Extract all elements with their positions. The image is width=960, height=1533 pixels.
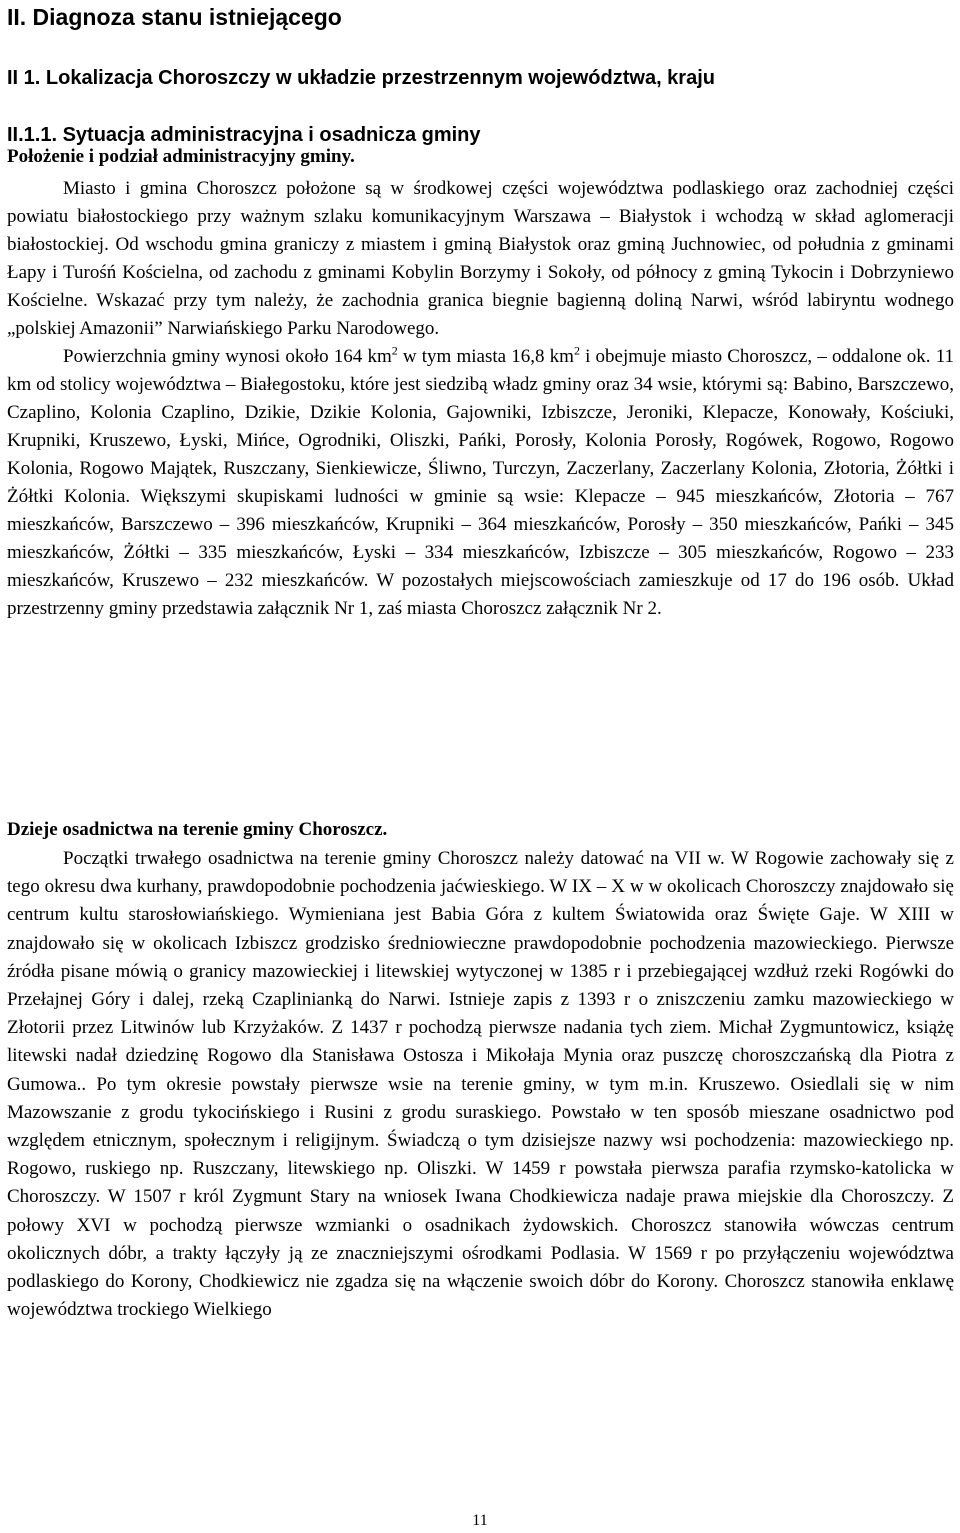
area-text-b: w tym miasta 16,8 km bbox=[397, 346, 574, 367]
subsection-heading: II.1.1. Sytuacja administracyjna i osadnicza gminy bbox=[7, 124, 481, 146]
superscript: 2 bbox=[391, 343, 398, 358]
section2-body bbox=[7, 845, 954, 1324]
section1-body bbox=[7, 175, 954, 623]
section1-paragraph-2 bbox=[7, 343, 954, 623]
superscript: 2 bbox=[573, 343, 580, 358]
area-text-c: i obejmuje miasto Choroszcz, – oddalone ok. 11 km od stolicy województwa – Białegostoku, które jest siedzibą władz gminy oraz 34 wsie, którymi są: Babino, Barszczewo, Czaplino, Kolonia Czaplino, Dzikie, Dzikie Kolonia, Gajowniki, Izbiszcze, Jeroniki, Klepacze, Konowały, Kościuki, Krupniki, Kruszewo, Łyski, Mińce, Ogrodniki, Oliszki, Pańki, Porosły, Kolonia Porosły, Rogówek, Rogowo, Rogowo Kolonia, Rogowo Majątek, Ruszczany, Sienkiewicze, Śliwno, Turczyn, Zaczerlany, Zaczerlany Kolonia, Złotoria, Żółtki i Żółtki Kolonia. Większymi skupiskami ludności w gminie są wsie: Klepacze – 945 mieszkańców, Złotoria – 767 mieszkańców, Barszczewo – 396 mieszkańców, Krupniki – 364 mieszkańców, Porosły – 350 mieszkańców, Pańki – 345 mieszkańców, Żółtki – 335 mieszkańców, Łyski – 334 mieszkańców, Izbiszcze – 305 mieszkańców, Rogowo – 233 mieszkańców, Kruszewo – 232 mieszkańców. W pozostałych miejscowościach zamieszkuje od 17 do 196 osób. Układ przestrzenny gminy przedstawia załącznik Nr 1, zaś miasta Choroszcz załącznik Nr 2. bbox=[7, 346, 955, 619]
section2-paragraph-1: Początki trwałego osadnictwa na terenie gminy Choroszcz należy datować na VII w. W Rogowie zachowały się z tego okresu dwa kurhany, prawdopodobnie pochodzenia jaćwieskiego. W IX – X w w okolicach Choroszczy znajdowało się centrum kultu starosłowiańskiego. Wymieniana jest Babia Góra z kultem Światowida oraz Święte Gaje. W XIII w znajdowało się w okolicach Izbiszcz grodzisko średniowieczne prawdopodobnie pochodzenia mazowieckiego. Pierwsze źródła pisane mówią o granicy mazowieckiej i litewskiej wytyczonej w 1385 r i przebiegającej wzdłuż rzeki Rogówki do Przełajnej Góry i dalej, rzeką Czaplinianką do Narwi. Istnieje zapis z 1393 r o zniszczeniu zamku mazowieckiego w Złotorii przez Litwinów lub Krzyżaków. Z 1437 r pochodzą pierwsze nadania tych ziem. Michał Zygmuntowicz, książę litewski nadał dziedzinę Rogowo dla Stanisława Ostosza i Mikołaja Mynia oraz puszczę choroszczańską dla Piotra z Gumowa.. Po tym okresie powstały pierwsze wsie na terenie gminy, w tym m.in. Kruszewo. Osiedlali się w nim Mazowszanie z grodu tykocińskiego i Rusini z grodu suraskiego. Powstało w ten sposób mieszane osadnictwo pod względem etnicznym, społecznym i religijnym. Świadczą o tym dzisiejsze nazwy wsi pochodzenia: mazowieckiego np. Rogowo, ruskiego np. Ruszczany, litewskiego np. Oliszki. W 1459 r powstała pierwsza parafia rzymsko-katolicka w Choroszczy. W 1507 r król Zygmunt Stary na wniosek Iwana Chodkiewicza nadaje prawa miejskie dla Choroszczy. Z połowy XVI w pochodzą pierwsze wzmianki o osadnikach żydowskich. Choroszcz stanowiła wówczas centrum okolicznych dóbr, a trakty łączyły ją ze znaczniejszymi ośrodkami Podlasia. W 1569 r po przyłączeniu województwa podlaskiego do Korony, Chodkiewicz nie zgadza się na włączenie swoich dóbr do Korony. Choroszcz stanowiła enklawę województwa trockiego Wielkiego bbox=[7, 848, 954, 1321]
chapter-heading: II. Diagnoza stanu istniejącego bbox=[7, 4, 342, 30]
page-number: 11 bbox=[472, 1512, 488, 1529]
subsection-subheading: Położenie i podział administracyjny gminy. bbox=[7, 146, 355, 167]
area-text-a: Powierzchnia gminy wynosi około 164 km bbox=[63, 346, 392, 367]
history-heading: Dzieje osadnictwa na terenie gminy Choroszcz. bbox=[7, 819, 388, 840]
section-heading: II 1. Lokalizacja Choroszczy w układzie przestrzennym województwa, kraju bbox=[7, 67, 715, 89]
section1-paragraph-1: Miasto i gmina Choroszcz położone są w środkowej części województwa podlaskiego oraz zachodniej części powiatu białostockiego przy ważnym szlaku komunikacyjnym Warszawa – Białystok i wchodzą w skład aglomeracji białostockiej. Od wschodu gmina graniczy z miastem i gminą Białystok oraz gminą Juchnowiec, od południa z gminami Łapy i Turośń Kościelna, od zachodu z gminami Kobylin Borzymy i Sokoły, od północy z gminą Tykocin i Dobrzyniewo Kościelne. Wskazać przy tym należy, że zachodnia granica biegnie bagienną doliną Narwi, wśród labiryntu wodnego „polskiej Amazonii” Narwiańskiego Parku Narodowego. bbox=[7, 178, 954, 339]
